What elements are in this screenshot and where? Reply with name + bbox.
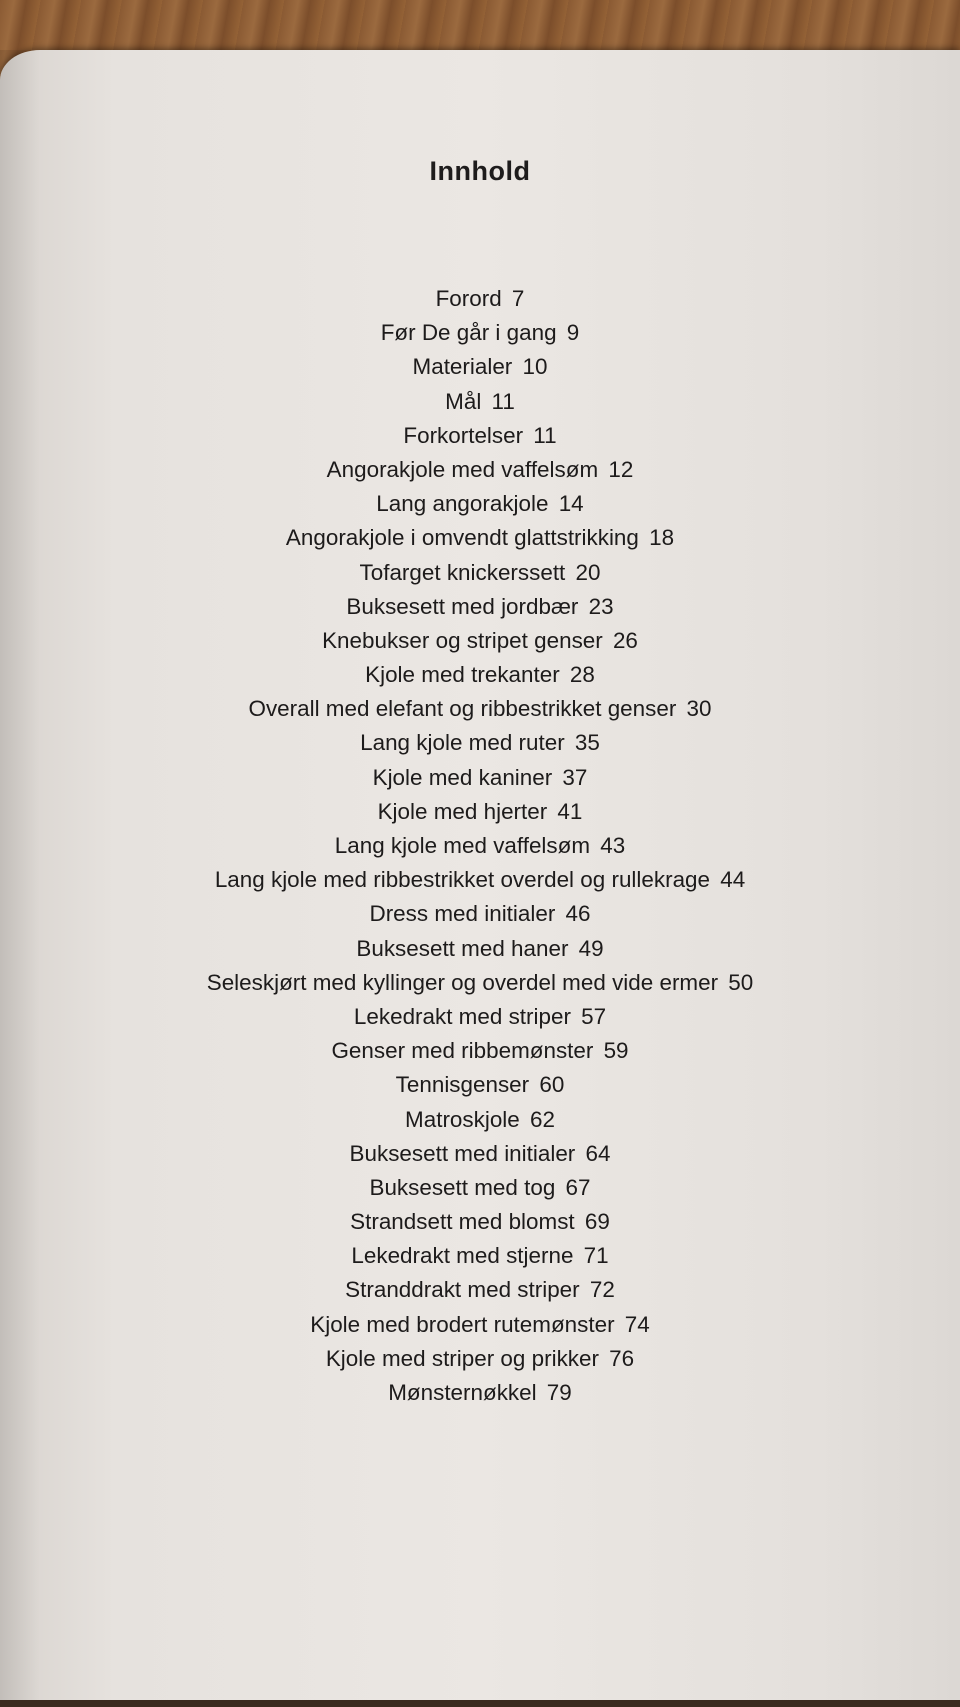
toc-entry-page-number: 69 xyxy=(584,1209,610,1235)
toc-entry xyxy=(0,521,960,555)
toc-entry-page-number: 14 xyxy=(558,491,584,517)
toc-entry xyxy=(0,1171,960,1205)
toc-entry-page-number: 44 xyxy=(720,867,746,893)
toc-entry-page-number: 64 xyxy=(585,1140,611,1166)
toc-entry xyxy=(0,316,960,350)
toc-entry-page-number: 26 xyxy=(612,627,638,653)
toc-entry-title: Lang angorakjole xyxy=(376,491,549,517)
toc-entry xyxy=(0,897,960,931)
toc-entry-page-number: 57 xyxy=(581,1003,607,1029)
table-of-contents xyxy=(0,282,960,1410)
toc-entry-page-number: 12 xyxy=(608,456,634,482)
toc-entry-title: Buksesett med initialer xyxy=(349,1140,576,1166)
toc-entry xyxy=(0,419,960,453)
toc-entry xyxy=(0,829,960,863)
toc-entry xyxy=(0,1342,960,1376)
toc-entry-page-number: 20 xyxy=(575,559,601,585)
toc-entry-title: Buksesett med jordbær xyxy=(346,593,579,619)
toc-entry-page-number: 50 xyxy=(728,969,754,995)
toc-entry xyxy=(0,1239,960,1273)
toc-entry-title: Overall med elefant og ribbestrikket genser xyxy=(248,696,677,722)
toc-entry-title: Forord xyxy=(435,286,502,311)
toc-entry-title: Lekedrakt med striper xyxy=(353,1003,571,1029)
toc-entry xyxy=(0,624,960,658)
toc-entry xyxy=(0,658,960,692)
toc-entry-title: Lang kjole med ruter xyxy=(360,730,565,756)
toc-entry-title: Kjole med striper og prikker xyxy=(325,1345,599,1371)
toc-entry-page-number: 35 xyxy=(574,730,600,756)
toc-entry xyxy=(0,692,960,726)
toc-entry xyxy=(0,350,960,384)
toc-entry xyxy=(0,863,960,897)
toc-entry xyxy=(0,590,960,624)
toc-entry-page-number: 59 xyxy=(603,1038,629,1064)
toc-entry xyxy=(0,1137,960,1171)
toc-entry-page-number: 67 xyxy=(565,1174,591,1200)
toc-entry-page-number: 60 xyxy=(539,1072,565,1098)
toc-entry xyxy=(0,761,960,795)
toc-entry xyxy=(0,1205,960,1239)
toc-entry-title: Seleskjørt med kyllinger og overdel med vide ermer xyxy=(206,969,719,995)
toc-entry-title: Matroskjole xyxy=(405,1106,520,1132)
toc-entry-page-number: 76 xyxy=(609,1345,635,1371)
toc-entry xyxy=(0,282,960,316)
toc-entry-title: Angorakjole i omvendt glattstrikking xyxy=(285,525,639,551)
toc-entry-title: Genser med ribbemønster xyxy=(331,1038,594,1064)
toc-entry xyxy=(0,726,960,760)
page-title: Innhold xyxy=(429,156,531,187)
toc-entry-title: Lang kjole med ribbestrikket overdel og rullekrage xyxy=(214,867,711,893)
toc-entry xyxy=(0,487,960,521)
toc-entry-title: Kjole med kaniner xyxy=(372,764,553,790)
toc-entry xyxy=(0,385,960,419)
toc-entry-title: Stranddrakt med striper xyxy=(345,1277,580,1303)
toc-entry-page-number: 10 xyxy=(522,354,548,380)
toc-entry-page-number: 79 xyxy=(546,1380,572,1405)
toc-entry-title: Tennisgenser xyxy=(395,1072,530,1098)
toc-entry-page-number: 43 xyxy=(600,833,626,858)
toc-entry-title: Angorakjole med vaffelsøm xyxy=(326,456,599,482)
toc-entry-title: Materialer xyxy=(412,354,513,380)
toc-entry-page-number: 49 xyxy=(578,935,604,961)
toc-entry-title: Lang kjole med vaffelsøm xyxy=(334,833,591,858)
toc-entry-title: Forkortelser xyxy=(403,422,524,448)
toc-entry xyxy=(0,1273,960,1307)
toc-entry-title: Knebukser og stripet genser xyxy=(322,627,603,653)
toc-entry-page-number: 37 xyxy=(562,764,588,790)
toc-entry-page-number: 11 xyxy=(533,422,557,448)
toc-entry-page-number: 11 xyxy=(491,388,515,414)
toc-entry xyxy=(0,1308,960,1342)
toc-entry-page-number: 71 xyxy=(583,1243,609,1269)
toc-entry xyxy=(0,932,960,966)
toc-entry-page-number: 23 xyxy=(588,593,614,619)
toc-entry-title: Kjole med hjerter xyxy=(377,798,548,824)
toc-entry-page-number: 18 xyxy=(649,525,675,551)
toc-entry-page-number: 7 xyxy=(511,286,525,311)
toc-entry xyxy=(0,1000,960,1034)
toc-entry-title: Lekedrakt med stjerne xyxy=(351,1243,574,1269)
toc-entry-title: Kjole med brodert rutemønster xyxy=(310,1311,615,1337)
toc-entry-page-number: 46 xyxy=(565,901,591,927)
toc-entry xyxy=(0,453,960,487)
toc-entry-title: Tofarget knickerssett xyxy=(359,559,566,585)
toc-entry xyxy=(0,1376,960,1410)
toc-entry-title: Dress med initialer xyxy=(369,901,556,927)
toc-entry-title: Mønsternøkkel xyxy=(388,1380,537,1405)
toc-entry-title: Strandsett med blomst xyxy=(350,1209,575,1235)
toc-entry-page-number: 72 xyxy=(589,1277,615,1303)
toc-entry xyxy=(0,1068,960,1102)
toc-entry xyxy=(0,966,960,1000)
toc-entry-page-number: 62 xyxy=(529,1106,555,1132)
toc-entry-page-number: 30 xyxy=(686,696,712,722)
toc-entry-title: Buksesett med tog xyxy=(369,1174,556,1200)
book-page xyxy=(0,50,960,1707)
toc-entry-page-number: 9 xyxy=(566,320,580,346)
toc-entry-page-number: 41 xyxy=(557,798,583,824)
toc-entry-title: Før De går i gang xyxy=(380,320,557,346)
toc-entry xyxy=(0,1034,960,1068)
toc-entry-page-number: 28 xyxy=(569,662,595,688)
toc-entry-title: Kjole med trekanter xyxy=(365,662,560,688)
toc-entry xyxy=(0,556,960,590)
page-bottom-edge xyxy=(0,1700,960,1707)
toc-entry xyxy=(0,795,960,829)
toc-entry-title: Buksesett med haner xyxy=(356,935,569,961)
toc-entry-page-number: 74 xyxy=(624,1311,650,1337)
toc-entry xyxy=(0,1103,960,1137)
toc-entry-title: Mål xyxy=(445,388,482,414)
